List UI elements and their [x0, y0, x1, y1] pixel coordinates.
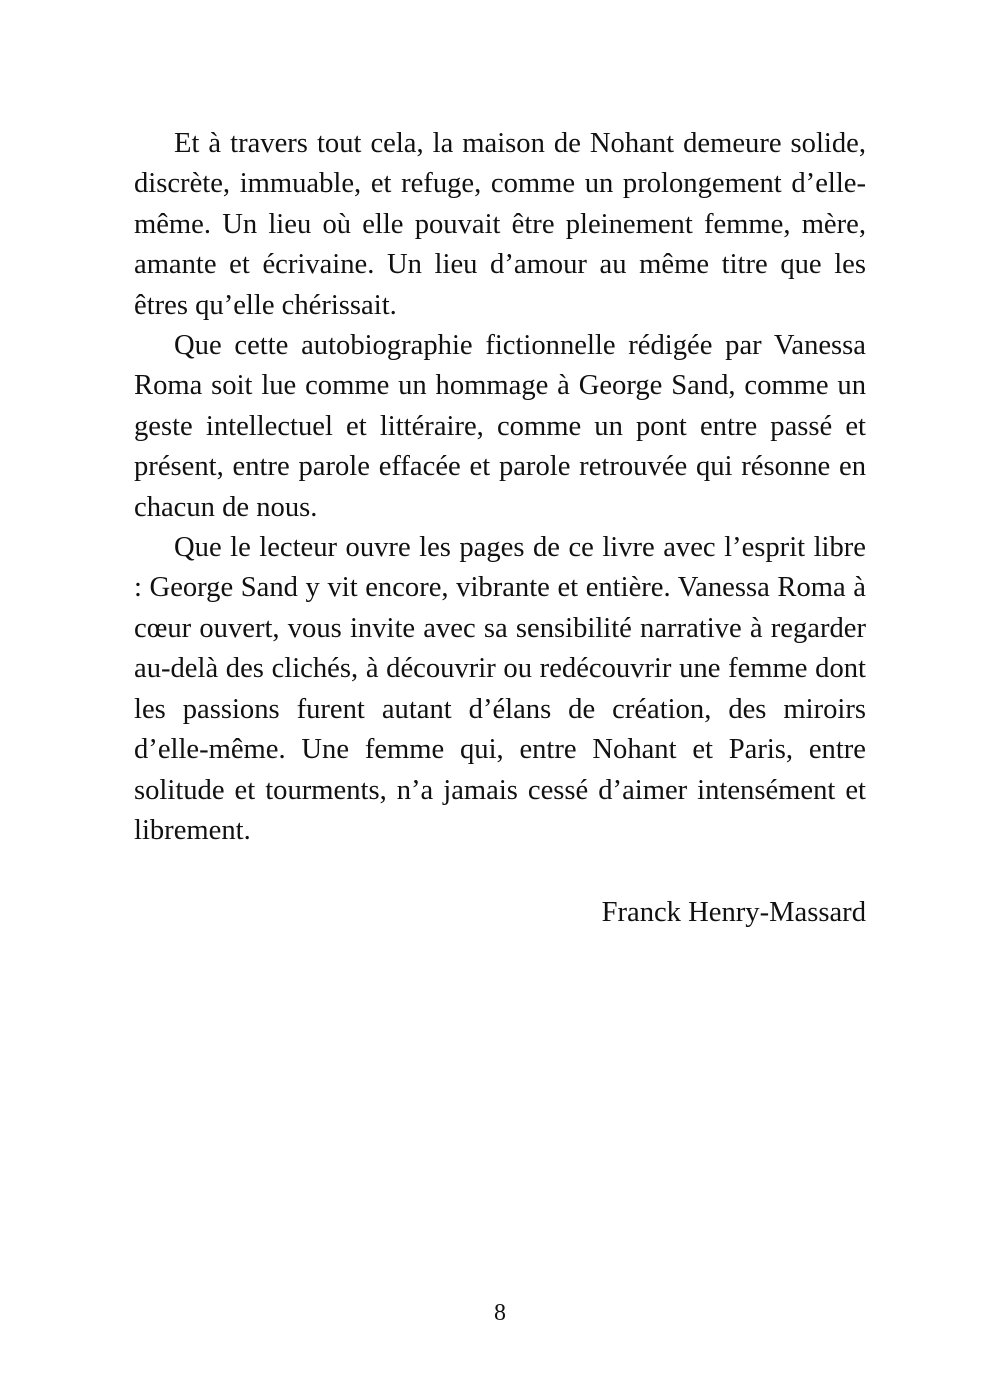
paragraph-1: Et à travers tout cela, la maison de Nohant demeure solide, discrète, immuable, et refuge, comme un prolongement d’elle-même. Un lieu où elle pouvait être pleinement femme, mère, amante et écrivaine. Un lieu d’amour au même titre que les êtres qu’elle chérissait. — [134, 128, 866, 321]
page-number: 8 — [494, 1300, 506, 1326]
author-signature: Franck Henry-Massard — [601, 897, 866, 928]
body-text — [134, 124, 866, 851]
paragraph-2: Que cette autobiographie fictionnelle rédigée par Vanessa Roma soit lue comme un hommage à George Sand, comme un geste intellectuel et littéraire, comme un pont entre passé et présent, entre parole effacée et parole retrouvée qui résonne en chacun de nous. — [134, 330, 866, 523]
paragraph-3: Que le lecteur ouvre les pages de ce livre avec l’esprit libre : George Sand y vit encore, vibrante et entière. Vanessa Roma à cœur ouvert, vous invite avec sa sensibilité narrative à regarder au-delà des clichés, à découvrir ou redécouvrir une femme dont les passions furent autant d’élans de création, des miroirs d’elle-même. Une femme qui, entre Nohant et Paris, entre solitude et tourments, n’a jamais cessé d’aimer intensément et librement. — [134, 532, 866, 846]
